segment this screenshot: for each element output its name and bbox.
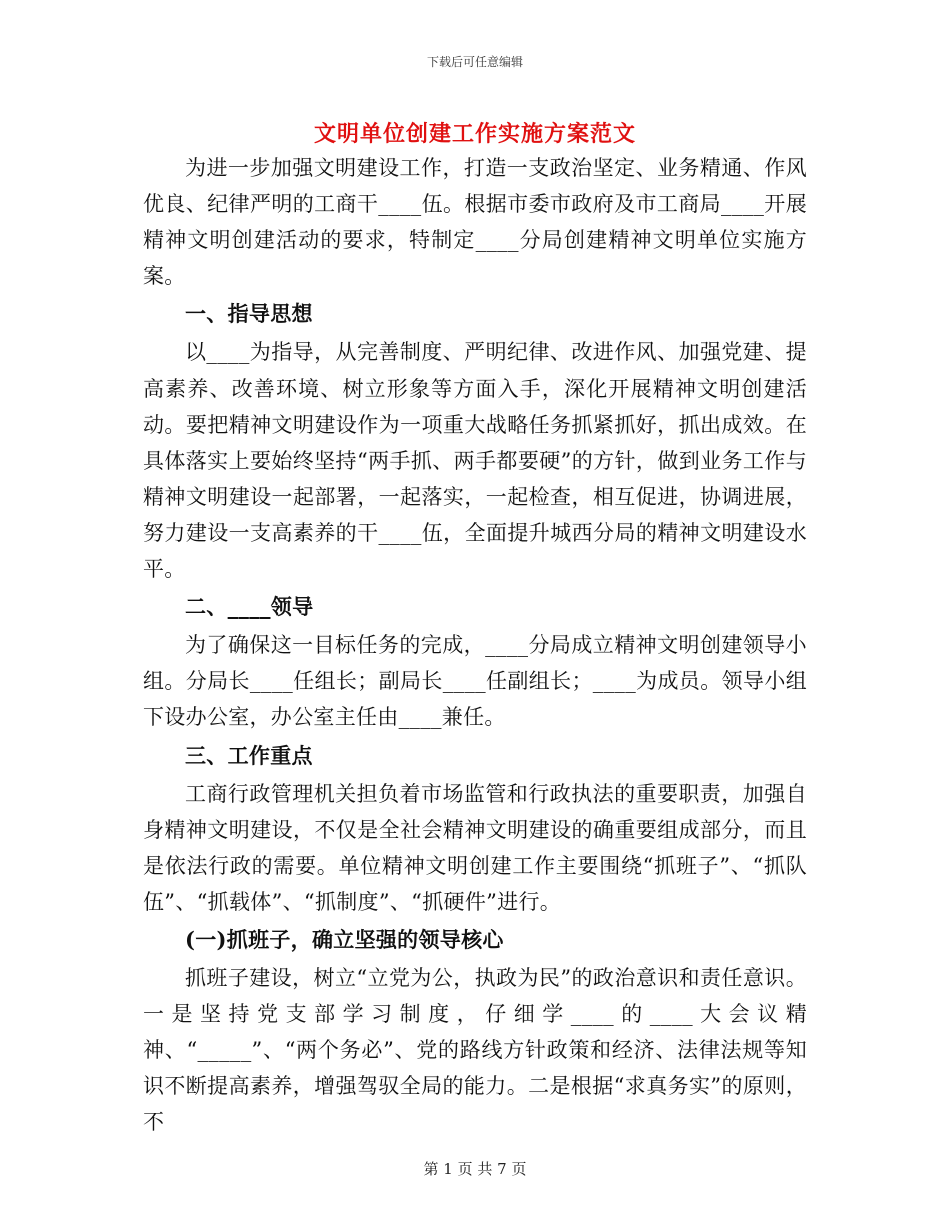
subsection-3-1-paragraph: 抓班子建设，树立“立党为公，执政为民”的政治意识和责任意识。一是坚持党支部学习制度，仔细学____的____大会议精神、“_____”、“两个务必”、党的路线方针政策和经济、法律法规等知识不断提高素养，增强驾驭全局的能力。二是根据“求真务实”的原则，不	[143, 966, 807, 1135]
section-heading-1: 一、指导思想	[185, 301, 313, 327]
section-3-paragraph: 工商行政管理机关担负着市场监管和行政执法的重要职责，加强自身精神文明建设，不仅是全社会精神文明建设的确重要组成部分，而且是依法行政的需要。单位精神文明创建工作主要围绕“抓班子”、“抓队伍”、“抓载体”、“抓制度”、“抓硬件”进行。	[143, 781, 807, 914]
page-header: 下载后可任意编辑	[426, 55, 523, 69]
intro-paragraph: 为进一步加强文明建设工作，打造一支政治坚定、业务精通、作风优良、纪律严明的工商干____伍。根据市委市政府及市工商局____开展精神文明创建活动的要求，特制定____分局创建精神文明单位实施方案。	[143, 156, 807, 289]
document-title: 文明单位创建工作实施方案范文	[313, 121, 636, 147]
section-2-paragraph: 为了确保这一目标任务的完成，____分局成立精神文明创建领导小组。分局长____任组长；副局长____任副组长；____为成员。领导小组下设办公室，办公室主任由____兼任。	[143, 633, 807, 730]
section-1-paragraph: 以____为指导，从完善制度、严明纪律、改进作风、加强党建、提高素养、改善环境、树立形象等方面入手，深化开展精神文明创建活动。要把精神文明建设作为一项重大战略任务抓紧抓好，抓出成效。在具体落实上要始终坚持“两手抓、两手都要硬”的方针，做到业务工作与精神文明建设一起部署，一起落实，一起检查，相互促进，协调进展，努力建设一支高素养的干____伍，全面提升城西分局的精神文明建设水平。	[143, 340, 807, 582]
section-heading-3: 三、工作重点	[185, 742, 313, 768]
section-heading-2: 二、____领导	[185, 594, 314, 620]
subsection-heading-3-1: (一)抓班子，确立坚强的领导核心	[185, 926, 504, 952]
document-body	[143, 150, 807, 1141]
page-footer: 第 1 页 共 7 页	[423, 1160, 527, 1178]
